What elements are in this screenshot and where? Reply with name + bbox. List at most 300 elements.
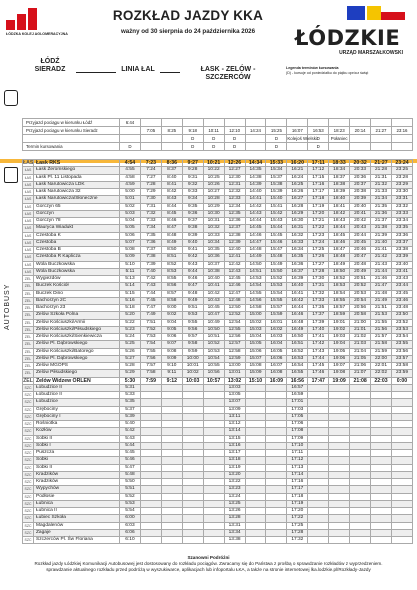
departure-time: 17:18 bbox=[308, 196, 329, 203]
departure-time: 15:47 bbox=[266, 247, 287, 254]
departure-time: 9:40 bbox=[182, 239, 203, 246]
departure-time bbox=[391, 450, 412, 457]
departure-time: 12:31 bbox=[224, 181, 245, 188]
departure-time: 17:16 bbox=[287, 479, 308, 486]
departure-time: 8:48 bbox=[161, 232, 182, 239]
departure-time: 16:35 bbox=[287, 254, 308, 261]
departure-time bbox=[245, 479, 266, 486]
departure-time bbox=[140, 486, 161, 493]
departure-time: 17:30 bbox=[308, 276, 329, 283]
departure-time: 9:10 bbox=[161, 363, 182, 370]
departure-time: 5:39 bbox=[120, 413, 141, 420]
train-row bbox=[23, 119, 413, 127]
departure-time: 17:13 bbox=[287, 464, 308, 471]
departure-time: 10:51 bbox=[203, 334, 224, 341]
stop-name: Zelów Kościuszki/Sienkiewicza bbox=[34, 334, 120, 341]
train-cell bbox=[329, 143, 350, 151]
departure-time: 12:45 bbox=[224, 276, 245, 283]
departure-time: 20:49 bbox=[350, 268, 371, 275]
departure-time: 21:32 bbox=[371, 181, 392, 188]
departure-time: 6:03 bbox=[120, 522, 141, 529]
stop-name: Czestoba bbox=[34, 239, 120, 246]
train-cell: 14:24 bbox=[245, 127, 266, 135]
stop-code: ŁAS bbox=[23, 196, 34, 203]
stop-code: ŁAS bbox=[23, 167, 34, 174]
departure-time: 16:46 bbox=[287, 312, 308, 319]
departure-time: 12:27 bbox=[224, 167, 245, 174]
departure-time: 7:59 bbox=[140, 377, 161, 384]
departure-time: 19:05 bbox=[329, 348, 350, 355]
stop-name: Sobki II bbox=[34, 435, 120, 442]
stop-name: Kozłów bbox=[34, 428, 120, 435]
departure-time: 10:28 bbox=[203, 196, 224, 203]
stop-code: SZC bbox=[24, 509, 32, 514]
departure-time bbox=[266, 471, 287, 478]
departure-time bbox=[203, 450, 224, 457]
departure-time bbox=[203, 529, 224, 536]
departure-time: 5:08 bbox=[120, 247, 141, 254]
departure-time: 9:48 bbox=[182, 290, 203, 297]
departure-time: 23:57 bbox=[391, 355, 412, 362]
stop-row bbox=[23, 537, 413, 544]
departure-time: 9:57 bbox=[182, 334, 203, 341]
departure-time bbox=[350, 406, 371, 413]
train-cell: 12:10 bbox=[224, 127, 245, 135]
departure-time: 10:21 bbox=[203, 160, 224, 167]
departure-time: 9:12 bbox=[161, 377, 182, 384]
departure-time: 6:00 bbox=[120, 515, 141, 522]
stop-name: Kradzików bbox=[34, 479, 120, 486]
stop-row bbox=[23, 312, 413, 319]
departure-time bbox=[182, 471, 203, 478]
departure-time bbox=[266, 442, 287, 449]
departure-time bbox=[182, 428, 203, 435]
lka-logo-text: ŁÓDZKA KOLEJ AGLOMERACYJNA bbox=[6, 32, 68, 36]
train-cell bbox=[350, 135, 371, 143]
departure-time: 8:55 bbox=[161, 276, 182, 283]
train-cell bbox=[391, 143, 412, 151]
stop-name: Łobudzice bbox=[34, 399, 120, 406]
departure-time: 23:30 bbox=[391, 189, 412, 196]
departure-time: 21:38 bbox=[371, 225, 392, 232]
departure-time bbox=[350, 529, 371, 536]
departure-time: 15:02 bbox=[245, 319, 266, 326]
departure-time bbox=[161, 486, 182, 493]
train-cell: 16:53 bbox=[308, 127, 329, 135]
departure-time: 23:52 bbox=[391, 319, 412, 326]
departure-time bbox=[308, 435, 329, 442]
departure-time: 20:32 bbox=[350, 160, 371, 167]
departure-time: 13:25 bbox=[224, 500, 245, 507]
stop-row bbox=[23, 399, 413, 406]
train-cell: D bbox=[266, 135, 287, 143]
departure-time bbox=[245, 442, 266, 449]
departure-time: 17:33 bbox=[308, 297, 329, 304]
departure-time bbox=[245, 435, 266, 442]
departure-time: 15:46 bbox=[266, 239, 287, 246]
departure-time: 17:11 bbox=[287, 450, 308, 457]
route-origin-line2: SIERADZ bbox=[34, 66, 66, 73]
stop-code: ZEL bbox=[23, 363, 34, 370]
departure-time bbox=[161, 537, 182, 544]
departure-time: 7:37 bbox=[140, 247, 161, 254]
footer-line-2: sprawdzanie aktualnego rozkładu przed podróżą w wyszukiwarce, aplikacjach lub infoportalu ŁKA, a także na stronie internetowej lka.lodzkie.pl/Rozkłady-Jazdy bbox=[46, 567, 371, 572]
stop-name: Gorczyn bbox=[34, 210, 120, 217]
departure-time: 17:15 bbox=[308, 174, 329, 181]
departure-time: 9:41 bbox=[182, 247, 203, 254]
departure-time: 13:18 bbox=[224, 457, 245, 464]
departure-time: 13:03 bbox=[224, 384, 245, 391]
train-cell bbox=[287, 119, 308, 127]
header bbox=[0, 0, 417, 116]
departure-time: 7:52 bbox=[140, 326, 161, 333]
departure-time: 19:06 bbox=[329, 355, 350, 362]
stop-row bbox=[23, 167, 413, 174]
train-cell bbox=[371, 119, 392, 127]
departure-time: 8:53 bbox=[161, 268, 182, 275]
departure-time: 16:53 bbox=[287, 355, 308, 362]
stop-name: Łask Narutowicza/Słoneczne bbox=[34, 196, 120, 203]
departure-time: 7:36 bbox=[140, 239, 161, 246]
departure-time bbox=[161, 457, 182, 464]
stop-row bbox=[23, 290, 413, 297]
departure-time bbox=[391, 493, 412, 500]
departure-time: 5:43 bbox=[120, 435, 141, 442]
departure-time bbox=[140, 406, 161, 413]
departure-time bbox=[182, 522, 203, 529]
train-cell: D bbox=[308, 135, 329, 143]
departure-time bbox=[371, 392, 392, 399]
departure-time: 14:55 bbox=[245, 290, 266, 297]
departure-time: 12:33 bbox=[224, 196, 245, 203]
departure-time bbox=[140, 500, 161, 507]
departure-time: 18:46 bbox=[329, 239, 350, 246]
departure-time: 15:49 bbox=[266, 261, 287, 268]
departure-time bbox=[391, 384, 412, 391]
stop-name: Sobki II bbox=[34, 464, 120, 471]
departure-time: 10:25 bbox=[203, 174, 224, 181]
departure-time bbox=[391, 435, 412, 442]
departure-time: 7:38 bbox=[140, 254, 161, 261]
train-cell bbox=[245, 119, 266, 127]
departure-time bbox=[245, 493, 266, 500]
departure-time bbox=[371, 515, 392, 522]
stop-row bbox=[23, 522, 413, 529]
departure-time: 20:43 bbox=[350, 225, 371, 232]
train-cell: 23:16 bbox=[391, 127, 412, 135]
departure-time: 13:26 bbox=[224, 508, 245, 515]
departure-time: 21:07 bbox=[350, 370, 371, 377]
stop-name: Gorczyn 65 bbox=[34, 203, 120, 210]
train-cell: 10:11 bbox=[203, 127, 224, 135]
departure-time: 23:50 bbox=[391, 312, 412, 319]
departure-time bbox=[203, 522, 224, 529]
departure-time: 17:14 bbox=[287, 471, 308, 478]
departure-time: 17:41 bbox=[308, 334, 329, 341]
departure-time: 18:59 bbox=[329, 312, 350, 319]
departure-time: 17:19 bbox=[287, 500, 308, 507]
stop-name: Zelów Widzew ORLEN bbox=[34, 377, 120, 384]
departure-time bbox=[140, 493, 161, 500]
departure-time: 8:36 bbox=[161, 160, 182, 167]
stop-name: Wypychów bbox=[34, 486, 120, 493]
departure-time: 15:03 bbox=[245, 326, 266, 333]
departure-time: 10:52 bbox=[203, 341, 224, 348]
departure-time bbox=[391, 486, 412, 493]
departure-time: 20:46 bbox=[350, 247, 371, 254]
departure-time: 23:40 bbox=[391, 261, 412, 268]
stop-code: SZC bbox=[24, 393, 32, 398]
departure-time: 7:39 bbox=[140, 261, 161, 268]
departure-time: 13:20 bbox=[224, 471, 245, 478]
departure-time bbox=[203, 471, 224, 478]
departure-time: 17:26 bbox=[308, 254, 329, 261]
departure-time bbox=[203, 486, 224, 493]
departure-time bbox=[350, 537, 371, 544]
departure-time bbox=[182, 515, 203, 522]
departure-time: 21:41 bbox=[371, 247, 392, 254]
departure-time bbox=[245, 428, 266, 435]
departure-time: 21:33 bbox=[371, 189, 392, 196]
departure-time: 21:59 bbox=[371, 348, 392, 355]
departure-time: 21:08 bbox=[350, 377, 371, 384]
departure-time: 19:01 bbox=[329, 319, 350, 326]
departure-time: 17:37 bbox=[308, 312, 329, 319]
departure-time bbox=[245, 457, 266, 464]
departure-time bbox=[266, 428, 287, 435]
stop-row bbox=[23, 305, 413, 312]
departure-time: 18:47 bbox=[329, 247, 350, 254]
route-line: LINIA ŁAL bbox=[121, 66, 155, 73]
departure-time: 5:22 bbox=[120, 319, 141, 326]
departure-time bbox=[308, 486, 329, 493]
train-cell: D bbox=[224, 135, 245, 143]
departure-time: 16:55 bbox=[287, 370, 308, 377]
departure-time bbox=[203, 428, 224, 435]
stop-code: ZEL bbox=[23, 334, 34, 341]
lodzkie-logo-sub: URZĄD MARSZAŁKOWSKI bbox=[339, 50, 403, 56]
departure-time: 10:49 bbox=[203, 319, 224, 326]
departure-time: 13:07 bbox=[224, 399, 245, 406]
stop-code: ZEL bbox=[23, 355, 34, 362]
departure-time: 7:45 bbox=[140, 297, 161, 304]
stop-code: ŁAS bbox=[23, 225, 34, 232]
departure-time: 4:58 bbox=[120, 174, 141, 181]
departure-time bbox=[391, 428, 412, 435]
departure-time: 8:57 bbox=[161, 290, 182, 297]
stop-code: SZC bbox=[24, 458, 32, 463]
departure-time: 7:29 bbox=[140, 189, 161, 196]
stop-name: Bachorzyn 23 bbox=[34, 305, 120, 312]
departure-time bbox=[140, 479, 161, 486]
departure-time bbox=[371, 421, 392, 428]
train-cell bbox=[161, 143, 182, 151]
stop-row bbox=[23, 160, 413, 167]
departure-time bbox=[329, 428, 350, 435]
stop-row bbox=[23, 225, 413, 232]
departure-time: 8:56 bbox=[161, 283, 182, 290]
stop-name: Buczek Kościół bbox=[34, 283, 120, 290]
departure-time: 10:40 bbox=[203, 276, 224, 283]
departure-time: 9:09 bbox=[161, 355, 182, 362]
departure-time bbox=[266, 457, 287, 464]
departure-time: 16:09 bbox=[266, 377, 287, 384]
departure-time bbox=[266, 406, 287, 413]
departure-time: 8:42 bbox=[161, 189, 182, 196]
departure-time: 7:32 bbox=[140, 210, 161, 217]
stop-name: Grębociny I bbox=[34, 413, 120, 420]
departure-time: 17:03 bbox=[287, 406, 308, 413]
stop-name: Łobudzice II bbox=[34, 392, 120, 399]
departure-time: 16:57 bbox=[287, 384, 308, 391]
departure-time: 20:45 bbox=[350, 239, 371, 246]
stop-row bbox=[23, 363, 413, 370]
stop-code: SZC bbox=[24, 516, 32, 521]
departure-time: 20:41 bbox=[350, 210, 371, 217]
departure-time: 21:35 bbox=[371, 203, 392, 210]
departure-time: 10:02 bbox=[182, 370, 203, 377]
departure-time: 15:42 bbox=[266, 210, 287, 217]
departure-time: 18:43 bbox=[329, 218, 350, 225]
stop-name: Łubnica bbox=[34, 500, 120, 507]
departure-time: 4:59 bbox=[120, 181, 141, 188]
stop-row bbox=[23, 450, 413, 457]
departure-time: 16:26 bbox=[287, 189, 308, 196]
departure-time bbox=[329, 442, 350, 449]
departure-time bbox=[391, 464, 412, 471]
departure-time bbox=[350, 435, 371, 442]
departure-time: 9:05 bbox=[161, 326, 182, 333]
departure-time: 18:57 bbox=[329, 305, 350, 312]
departure-time bbox=[308, 464, 329, 471]
stop-name: Puszcza bbox=[34, 450, 120, 457]
departure-time: 16:37 bbox=[287, 268, 308, 275]
departure-time: 7:53 bbox=[140, 334, 161, 341]
departure-time bbox=[329, 464, 350, 471]
departure-time bbox=[203, 435, 224, 442]
departure-time: 7:34 bbox=[140, 225, 161, 232]
departure-time bbox=[371, 413, 392, 420]
departure-time: 9:33 bbox=[182, 189, 203, 196]
departure-time: 12:35 bbox=[224, 210, 245, 217]
departure-time bbox=[182, 421, 203, 428]
departure-time: 15:43 bbox=[266, 218, 287, 225]
stop-code: ZEL bbox=[23, 370, 34, 377]
departure-time: 17:10 bbox=[287, 442, 308, 449]
departure-time: 19:03 bbox=[329, 334, 350, 341]
lodzkie-logo-red-block bbox=[381, 12, 405, 20]
departure-time bbox=[350, 522, 371, 529]
stop-code: SZC bbox=[24, 494, 32, 499]
stop-code: SZC bbox=[24, 523, 32, 528]
departure-time: 15:53 bbox=[266, 283, 287, 290]
departure-time: 18:33 bbox=[329, 160, 350, 167]
departure-time: 8:44 bbox=[161, 203, 182, 210]
departure-time bbox=[266, 493, 287, 500]
departure-time: 10:37 bbox=[203, 261, 224, 268]
departure-time bbox=[371, 508, 392, 515]
departure-time: 18:37 bbox=[329, 174, 350, 181]
departure-time: 14:54 bbox=[245, 283, 266, 290]
departure-time: 10:55 bbox=[203, 363, 224, 370]
departure-time bbox=[371, 486, 392, 493]
departure-time bbox=[329, 406, 350, 413]
stop-code: SZC bbox=[24, 443, 32, 448]
stop-name: Łubnica II bbox=[34, 508, 120, 515]
departure-time: 23:46 bbox=[391, 297, 412, 304]
departure-time: 6:10 bbox=[120, 537, 141, 544]
departure-time bbox=[391, 508, 412, 515]
departure-time: 7:58 bbox=[140, 370, 161, 377]
departure-time bbox=[140, 399, 161, 406]
departure-time: 15:10 bbox=[245, 377, 266, 384]
departure-time bbox=[391, 457, 412, 464]
stop-row bbox=[23, 276, 413, 283]
departure-time bbox=[371, 529, 392, 536]
departure-time bbox=[350, 493, 371, 500]
departure-time: 15:45 bbox=[266, 232, 287, 239]
departure-time: 14:51 bbox=[245, 268, 266, 275]
departure-time: 5:25 bbox=[120, 341, 141, 348]
departure-time: 5:51 bbox=[120, 486, 141, 493]
stop-code: ZEL bbox=[23, 348, 34, 355]
departure-time: 23:59 bbox=[391, 370, 412, 377]
departure-time: 8:46 bbox=[161, 218, 182, 225]
departure-time: 9:31 bbox=[182, 174, 203, 181]
departure-time: 18:55 bbox=[329, 297, 350, 304]
departure-time: 19:02 bbox=[329, 326, 350, 333]
departure-time: 10:35 bbox=[203, 247, 224, 254]
stop-code: SZC bbox=[24, 407, 32, 412]
departure-time bbox=[391, 399, 412, 406]
departure-time: 9:35 bbox=[182, 203, 203, 210]
departure-time: 8:40 bbox=[161, 174, 182, 181]
train-cell bbox=[350, 143, 371, 151]
stop-code: ŁAS bbox=[23, 189, 34, 196]
departure-time: 21:49 bbox=[371, 297, 392, 304]
departure-time: 18:48 bbox=[329, 254, 350, 261]
departure-time: 17:47 bbox=[308, 377, 329, 384]
stop-code: ZEL bbox=[23, 297, 34, 304]
stop-code: ŁAS bbox=[23, 239, 34, 246]
departure-time: 17:22 bbox=[287, 515, 308, 522]
stop-name: Zagaje bbox=[34, 529, 120, 536]
stop-name: Czestoba K bbox=[34, 232, 120, 239]
departure-time: 15:34 bbox=[266, 167, 287, 174]
train-cell: 16:07 bbox=[287, 127, 308, 135]
departure-time: 17:18 bbox=[287, 493, 308, 500]
departure-time: 23:29 bbox=[391, 181, 412, 188]
departure-time: 14:40 bbox=[245, 189, 266, 196]
departure-time bbox=[308, 428, 329, 435]
departure-time bbox=[391, 442, 412, 449]
stop-row bbox=[23, 428, 413, 435]
stop-row bbox=[23, 247, 413, 254]
departure-time: 18:53 bbox=[329, 283, 350, 290]
train-cell: D bbox=[182, 143, 203, 151]
departure-time: 10:26 bbox=[203, 181, 224, 188]
departure-time: 21:48 bbox=[371, 290, 392, 297]
train-cell: D bbox=[182, 135, 203, 143]
departure-time bbox=[329, 537, 350, 544]
departure-time bbox=[371, 457, 392, 464]
departure-time bbox=[391, 413, 412, 420]
stop-code: SZC bbox=[24, 451, 32, 456]
train-cell bbox=[308, 119, 329, 127]
departure-time bbox=[182, 537, 203, 544]
departure-time: 5:16 bbox=[120, 297, 141, 304]
departure-time bbox=[350, 464, 371, 471]
